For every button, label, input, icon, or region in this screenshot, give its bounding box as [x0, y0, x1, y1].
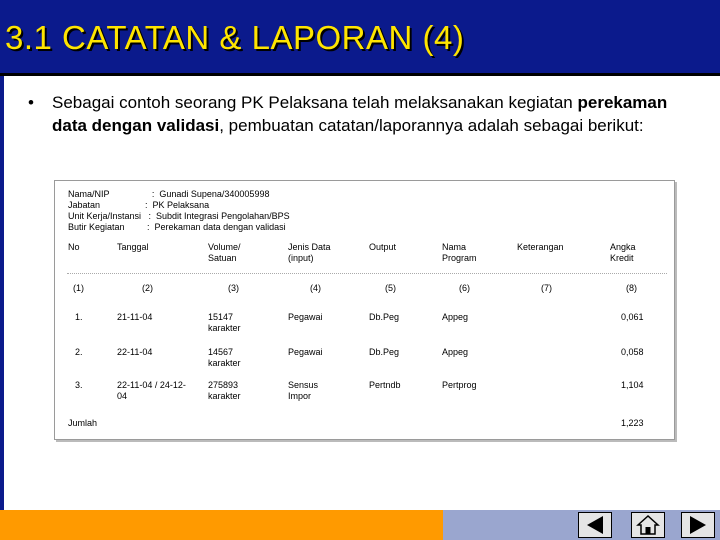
table-row-3-output: Pertndb [369, 380, 401, 390]
table-row-3-no: 3. [75, 380, 83, 390]
table-row-1-no: 1. [75, 312, 83, 322]
header-kredit: Angka Kredit [610, 242, 636, 263]
header-program: Nama Program [442, 242, 477, 263]
colnum-8: (8) [626, 283, 637, 293]
colnum-7: (7) [541, 283, 552, 293]
table-row-2-jenis: Pegawai [288, 347, 323, 357]
table-row-1-kredit: 0,061 [621, 312, 644, 322]
table-row-1-program: Appeg [442, 312, 469, 322]
colnum-5: (5) [385, 283, 396, 293]
report-table [54, 180, 675, 440]
prev-arrow-icon [579, 513, 611, 537]
table-row-3-kredit: 1,104 [621, 380, 644, 390]
total-label: Jumlah [68, 418, 98, 428]
prev-button[interactable] [578, 512, 612, 538]
table-row-1-tanggal: 21-11-04 [117, 312, 153, 322]
bullet-text-part1: Sebagai contoh seorang PK Pelaksana telah melaksanakan kegiatan [52, 93, 578, 112]
header-no: No [68, 242, 80, 252]
left-border [0, 76, 4, 510]
header-keterangan: Keterangan [517, 242, 564, 252]
colnum-2: (2) [142, 283, 153, 293]
info-butir: Butir Kegiatan : Perekaman data dengan validasi [68, 222, 286, 232]
table-row-2-volume: 14567 karakter [208, 347, 241, 368]
header-divider [67, 273, 667, 274]
table-row-3-program: Pertprog [442, 380, 477, 390]
info-unit: Unit Kerja/Instansi : Subdit Integrasi Pengolahan/BPS [68, 211, 290, 221]
table-row-2-kredit: 0,058 [621, 347, 644, 357]
home-button[interactable] [631, 512, 665, 538]
header-tanggal: Tanggal [117, 242, 149, 252]
table-row-1-jenis: Pegawai [288, 312, 323, 322]
table-row-1-output: Db.Peg [369, 312, 400, 322]
header-jenis: Jenis Data (input) [288, 242, 331, 263]
table-row-2-no: 2. [75, 347, 83, 357]
bullet-dot: • [28, 93, 34, 112]
employee-info [68, 189, 290, 233]
home-icon [632, 513, 664, 537]
bullet-text [52, 91, 692, 137]
table-row-3-volume: 275893 karakter [208, 380, 241, 401]
slide-title: 3.1 CATATAN & LAPORAN (4) [5, 19, 465, 56]
next-arrow-icon [682, 513, 714, 537]
colnum-1: (1) [73, 283, 84, 293]
total-value: 1,223 [621, 418, 644, 428]
colnum-3: (3) [228, 283, 239, 293]
colnum-6: (6) [459, 283, 470, 293]
table-row-2-program: Appeg [442, 347, 469, 357]
next-button[interactable] [681, 512, 715, 538]
header-output: Output [369, 242, 397, 252]
bullet-text-bold: perekaman data dengan validasi [52, 93, 668, 135]
table-row-3-jenis: Sensus Impor [288, 380, 319, 401]
table-row-2-tanggal: 22-11-04 [117, 347, 153, 357]
colnum-4: (4) [310, 283, 321, 293]
table-row-1-volume: 15147 karakter [208, 312, 241, 333]
info-jabatan: Jabatan : PK Pelaksana [68, 200, 210, 210]
title-bar [0, 0, 720, 73]
bullet-text-part2: , pembuatan catatan/laporannya adalah sebagai berikut: [219, 116, 644, 135]
info-nama: Nama/NIP : Gunadi Supena/340005998 [68, 189, 270, 199]
table-row-2-output: Db.Peg [369, 347, 400, 357]
table-row-3-tanggal: 22-11-04 / 24-12-04 [117, 380, 186, 401]
title-divider [0, 73, 720, 76]
header-volume: Volume/ Satuan [208, 242, 241, 263]
